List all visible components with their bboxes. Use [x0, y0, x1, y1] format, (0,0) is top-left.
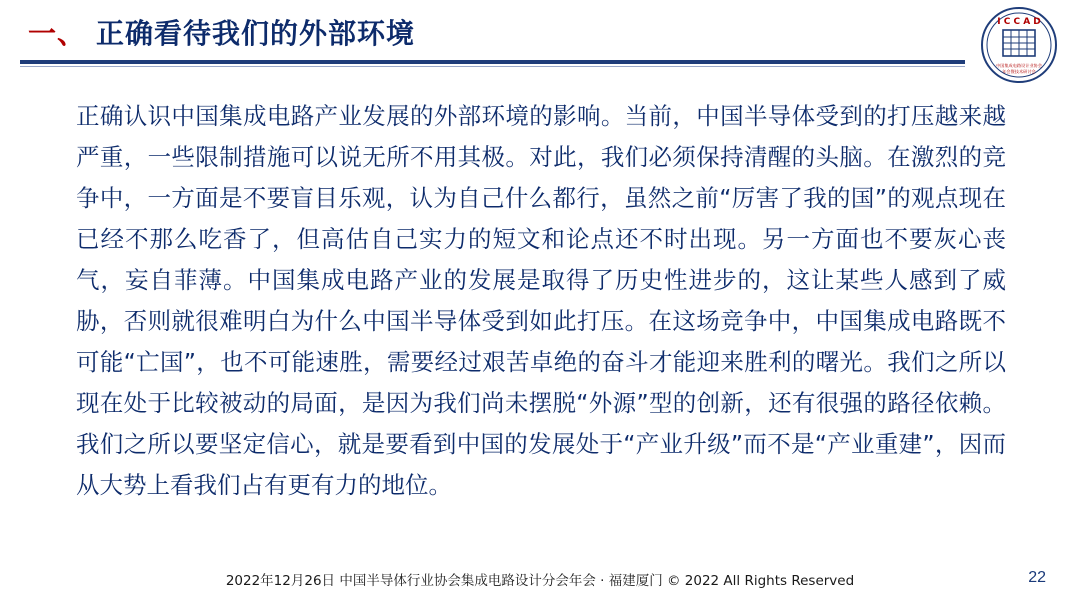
- body-paragraph: 正确认识中国集成电路产业发展的外部环境的影响。当前，中国半导体受到的打压越来越严重，一些限制措施可以说无所不用其极。对此，我们必须保持清醒的头脑。在激烈的竞争中，一方面是不要盲目乐观，认为自己什么都行，虽然之前“厉害了我的国”的观点现在已经不那么吃香了，但高估自己实力的短文和论点还不时出现。另一方面也不要灰心丧气，妄自菲薄。中国集成电路产业的发展是取得了历史性进步的，这让某些人感到了威胁，否则就很难明白为什么中国半导体受到如此打压。在这场竞争中，中国集成电路既不可能“亡国”，也不可能速胜，需要经过艰苦卓绝的奋斗才能迎来胜利的曙光。我们之所以现在处于比较被动的局面，是因为我们尚未摆脱“外源”型的创新，还有很强的路径依赖。我们之所以要坚定信心，就是要看到中国的发展处于“产业升级”而不是“产业重建”，因而从大势上看我们占有更有力的地位。: [76, 102, 1006, 499]
- slide-header: [0, 0, 1080, 72]
- footer-text: 2022年12月26日 中国半导体行业协会集成电路设计分会年会 · 福建厦门 © 2022 All Rights Reserved: [225, 573, 855, 589]
- title-number: 一、: [28, 17, 87, 50]
- header-divider: [20, 60, 965, 64]
- slide-footer: [0, 569, 1080, 593]
- header-divider-thin: [20, 66, 965, 67]
- svg-text:中国集成电路设计业协会: 中国集成电路设计业协会: [995, 63, 1043, 68]
- page-title: [28, 12, 415, 52]
- page-number: 22: [1028, 569, 1046, 586]
- iccad-logo: [980, 6, 1058, 84]
- title-text: 正确看待我们的外部环境: [96, 17, 416, 50]
- svg-text:I C C A D: I C C A D: [997, 17, 1041, 27]
- svg-text:年会暨技术研讨会: 年会暨技术研讨会: [1002, 69, 1036, 74]
